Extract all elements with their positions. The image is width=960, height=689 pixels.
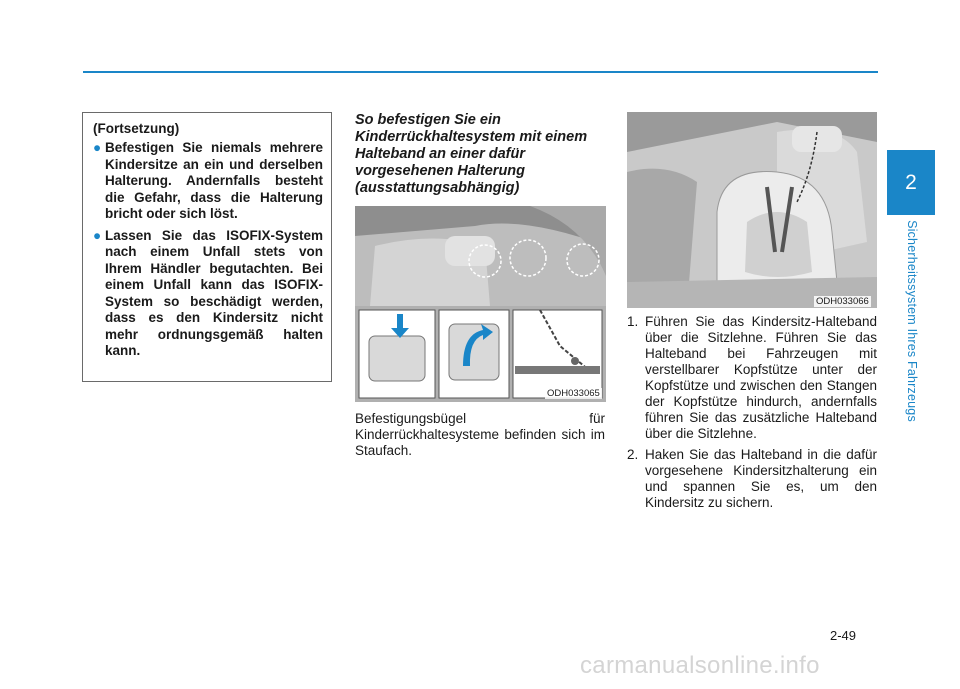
warning-item-text: Befestigen Sie niemals mehrere Kindersitze an ein und derselben Halterung. Andernfalls besteht die Gefahr, dass die Halterung bricht oder sich löst. <box>105 140 323 221</box>
page-number: 2-49 <box>830 628 857 643</box>
warning-box <box>82 112 332 382</box>
figure-code: ODH033066 <box>816 296 869 307</box>
step-number: 1. <box>627 314 639 329</box>
figure-tether-anchor-storage <box>355 206 606 402</box>
bullet-icon: ● <box>93 227 102 243</box>
figure-code: ODH033065 <box>547 388 600 399</box>
bullet-icon: ● <box>93 140 102 155</box>
section-heading: So befestigen Sie ein Kinderrückhaltesystem mit einem Halteband an einer dafür vorgesehenen Halterung (ausstattungsabhängig) <box>355 112 588 196</box>
chapter-number: 2 <box>905 170 917 194</box>
body-paragraph: Befestigungsbügel für Kinderrückhaltesysteme befinden sich im Staufach. <box>355 411 605 458</box>
step-item <box>627 314 877 442</box>
child-seat-illustration <box>627 112 877 308</box>
chapter-tab <box>887 150 935 215</box>
warning-continued-label: (Fortsetzung) <box>93 121 180 136</box>
step-item <box>627 447 877 511</box>
watermark: carmanualsonline.info <box>580 652 820 679</box>
chapter-title-vertical <box>897 208 927 433</box>
instruction-steps <box>627 314 877 516</box>
step-number: 2. <box>627 447 639 462</box>
header-rule <box>83 71 878 73</box>
warning-item <box>93 140 323 223</box>
warning-item <box>93 228 323 360</box>
car-interior-illustration <box>355 206 606 402</box>
step-text: Haken Sie das Halteband in die dafür vorgesehene Kindersitzhalterung ein und spannen Sie es, um den Kindersitz zu sichern. <box>645 447 877 510</box>
warning-item-text: Lassen Sie das ISOFIX-System nach einem Unfall stets von Ihrem Händler begutachten. Bei einem Unfall kann das ISOFIX-System so beschädigt werden, dass es den Kindersitz nicht mehr ordnungsgemäß halten kann. <box>105 227 323 358</box>
step-text: Führen Sie das Kindersitz-Halteband über die Sitzlehne. Führen Sie das Halteband bei Fahrzeugen mit verstellbarer Kopfstütze unter der Kopfstütze und zwischen den Stangen der Kopfstütze hindurch, andernfalls führen Sie das zusätzliche Halteband über die Sitzlehne. <box>645 314 877 441</box>
chapter-title: Sicherheitssystem Ihres Fahrzeugs <box>905 219 919 422</box>
figure-child-seat-tether <box>627 112 877 308</box>
